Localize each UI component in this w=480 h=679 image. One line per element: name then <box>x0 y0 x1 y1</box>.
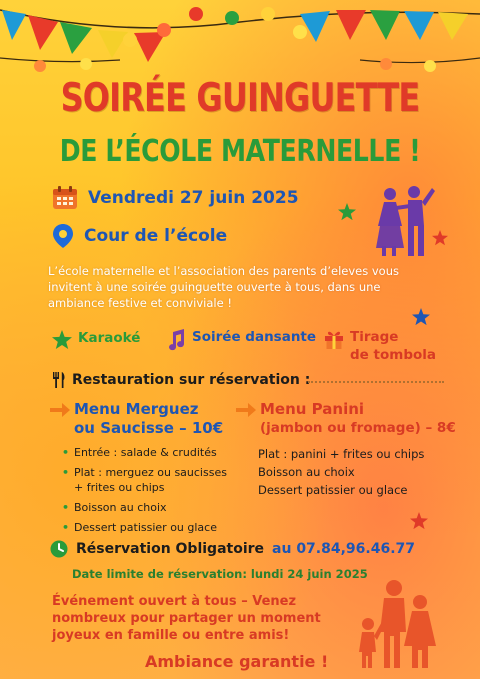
star-icon <box>432 230 448 246</box>
menu-merguez-title-line-1: Menu Merguez <box>74 400 199 418</box>
list-item: • Plat : merguez ou saucisses + frites ou chips <box>62 465 232 495</box>
activity-tombola <box>324 329 436 363</box>
activity-label-line-2: de tombola <box>350 347 436 363</box>
menu-panini-list <box>258 446 438 500</box>
intro-text: L’école maternelle et l’association des parents d’eleves vous invitent à une soirée guinguette ouverte à tous, dans une ambiance festive et conviviale ! <box>48 264 399 310</box>
activity-label-line-1: Tirage <box>350 329 399 345</box>
family-icon <box>356 578 440 670</box>
menu-merguez-title-line-2: ou Saucisse – 10€ <box>74 419 224 437</box>
reservation-line <box>50 540 415 558</box>
list-item: • Boisson au choix <box>62 500 232 515</box>
activity-label: Karaoké <box>78 330 141 346</box>
restauration-heading-text: Restauration sur réservation : <box>72 372 311 388</box>
menu-panini-title-line-1: Menu Panini <box>260 400 365 418</box>
star-icon <box>412 308 430 326</box>
title-line-1: SOIRÉE GUINGUETTE <box>60 76 420 121</box>
star-icon <box>52 330 72 350</box>
list-item: Dessert patissier ou glace <box>258 483 408 497</box>
calendar-icon <box>52 186 78 210</box>
arrow-right-icon <box>50 403 70 417</box>
title-line-2: DE L’ÉCOLE MATERNELLE ! <box>59 134 421 169</box>
star-icon <box>338 203 356 221</box>
location-pin-icon <box>52 223 74 249</box>
menu-merguez-list <box>62 445 232 540</box>
gift-icon <box>324 329 344 349</box>
dotted-divider <box>308 381 444 383</box>
closing-tagline: Ambiance garantie ! <box>145 652 329 671</box>
place-line <box>52 223 227 249</box>
event-place: Cour de l’école <box>84 226 228 246</box>
music-note-icon <box>166 329 186 351</box>
reservation-label: Réservation Obligatoire <box>76 541 265 557</box>
menu-merguez-title <box>50 400 223 438</box>
date-line <box>52 186 299 210</box>
menu-panini-title <box>236 400 456 438</box>
reservation-phone: au 07.84,96.46.77 <box>272 541 416 557</box>
list-item: • Entrée : salade & crudités <box>62 445 232 460</box>
bunting-garland-icon <box>0 0 480 80</box>
clock-icon <box>50 540 68 558</box>
arrow-right-icon <box>236 403 256 417</box>
list-item: Plat : panini + frites ou chips <box>258 447 425 461</box>
list-item: Boisson au choix <box>258 465 355 479</box>
dancing-couple-icon <box>368 186 436 258</box>
menu-panini-title-line-2: (jambon ou fromage) – 8€ <box>260 420 456 436</box>
event-date: Vendredi 27 juin 2025 <box>88 188 299 208</box>
restauration-heading <box>52 372 310 388</box>
star-icon <box>410 512 428 530</box>
reservation-deadline: Date limite de réservation: lundi 24 juin 2025 <box>72 567 368 581</box>
activity-label: Soirée dansante <box>192 329 317 345</box>
list-item: • Dessert patissier ou glace <box>62 520 232 535</box>
closing-text: Événement ouvert à tous – Venez nombreux pour partager un moment joyeux en famille ou entre amis! <box>52 594 321 643</box>
fork-knife-icon <box>52 372 66 388</box>
activity-dance <box>166 329 316 351</box>
activity-karaoke <box>52 330 140 350</box>
